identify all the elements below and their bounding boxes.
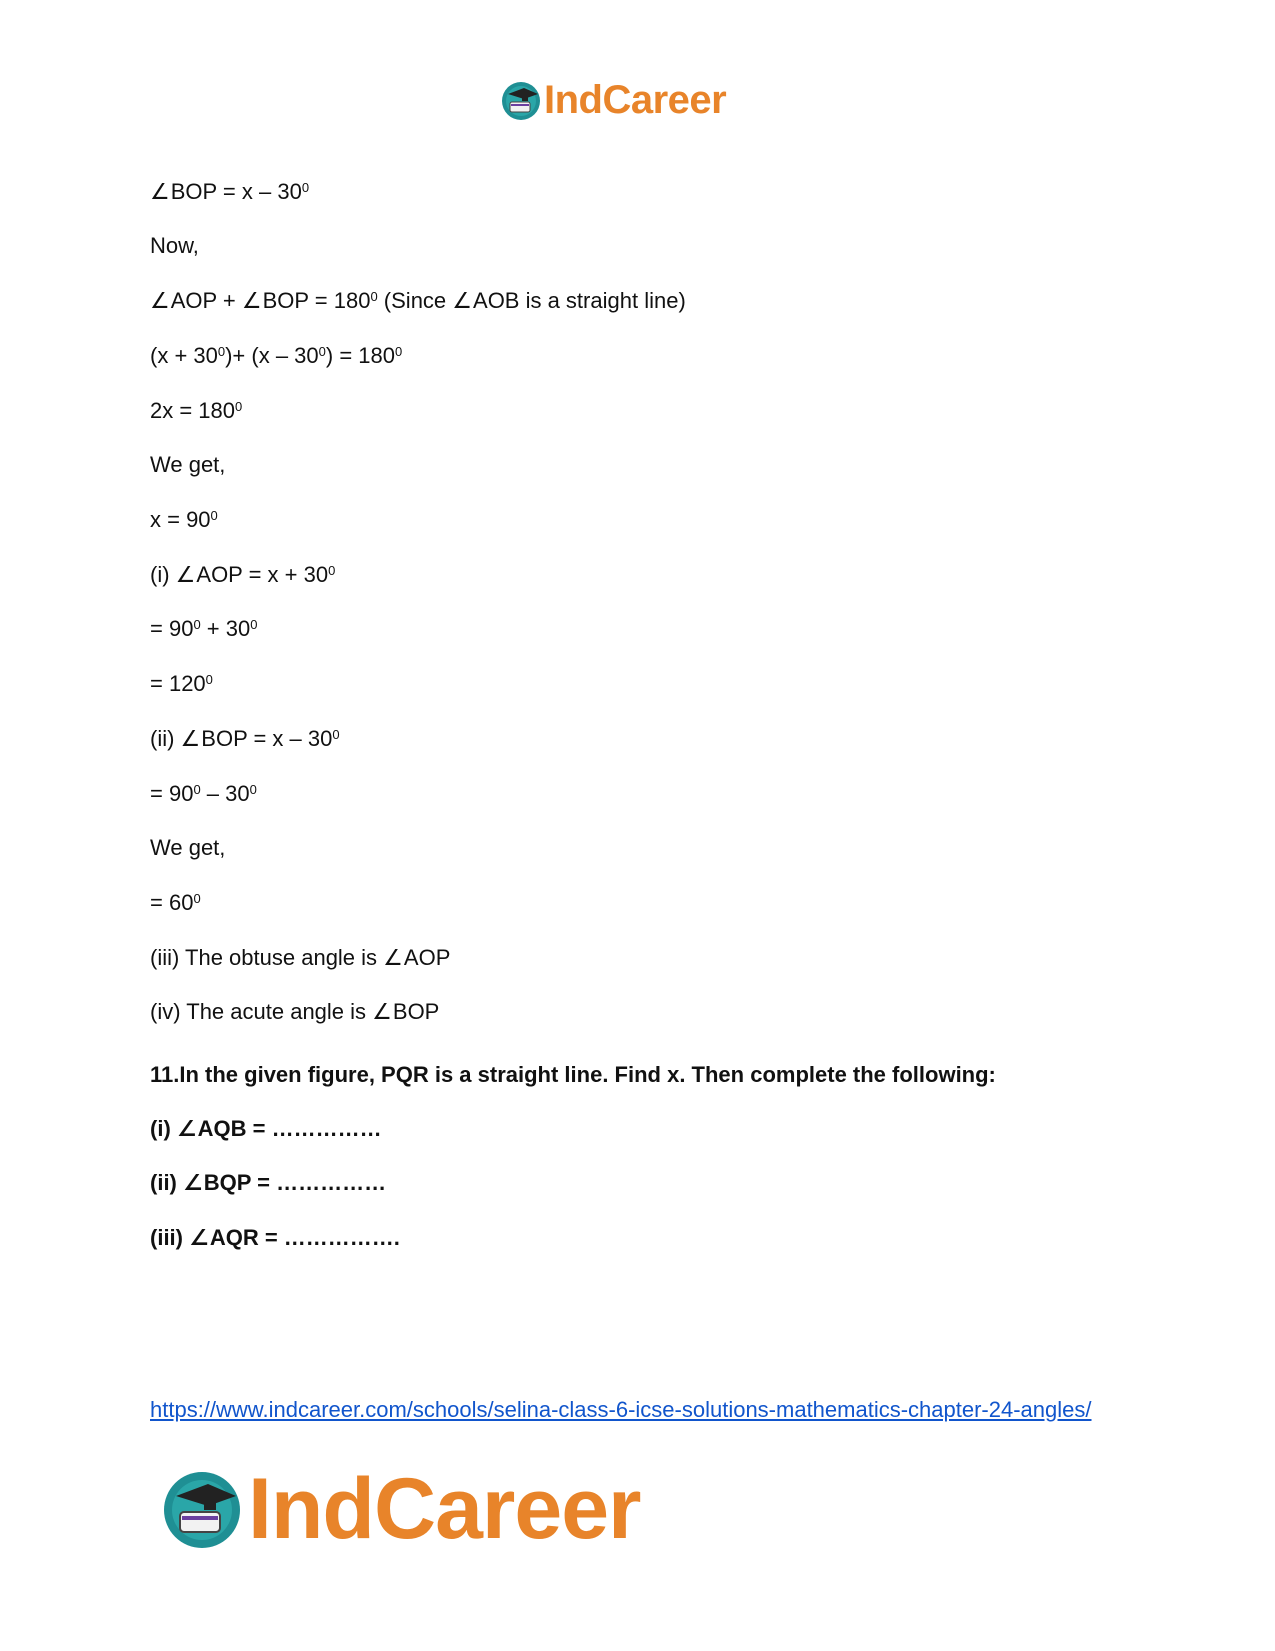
solution-line	[150, 561, 335, 589]
text-run: – 30	[200, 781, 250, 806]
question-item-label: AQR = …………….	[209, 1225, 400, 1250]
text-run: x = 90	[150, 507, 211, 532]
text-run: ) = 180	[325, 343, 395, 368]
solution-line: We get,	[150, 452, 226, 477]
question-item-label: BQP = ……………	[203, 1170, 387, 1195]
text-run: (ii)	[150, 726, 181, 751]
degree-superscript: 0	[193, 782, 201, 797]
graduation-cap-book-icon	[160, 1468, 244, 1552]
logo-wordmark: IndCareer	[248, 1461, 641, 1557]
angle-symbol: ∠	[150, 288, 170, 313]
angle-symbol: ∠	[183, 1170, 203, 1195]
angle-symbol: ∠	[452, 288, 473, 313]
text-run: )+ (x – 30	[225, 343, 319, 368]
solution-line	[150, 287, 686, 315]
question-item-prefix: (i)	[150, 1116, 177, 1141]
text-run: = 60	[150, 890, 194, 915]
text-run: AOP	[403, 945, 451, 970]
solution-line	[150, 670, 213, 698]
solution-line	[150, 889, 201, 917]
question-title: 11.In the given figure, PQR is a straight line. Find x. Then complete the following:	[150, 1062, 996, 1087]
text-run: (iii) The obtuse angle is	[150, 945, 384, 970]
text-run: AOP +	[170, 288, 242, 313]
degree-superscript: 0	[217, 344, 226, 359]
degree-superscript: 0	[301, 180, 310, 195]
angle-symbol: ∠	[383, 945, 403, 970]
text-run: = 90	[150, 616, 194, 641]
solution-line: We get,	[150, 835, 226, 860]
degree-superscript: 0	[205, 672, 213, 687]
angle-symbol: ∠	[372, 999, 392, 1024]
degree-superscript: 0	[249, 782, 257, 797]
graduation-cap-book-icon	[500, 80, 542, 122]
degree-superscript: 0	[193, 891, 201, 906]
question-item-prefix: (iii)	[150, 1225, 190, 1250]
solution-line	[150, 725, 340, 753]
text-run: BOP = 180	[262, 288, 371, 313]
text-run: (Since	[377, 288, 453, 313]
text-run: = 120	[150, 671, 206, 696]
degree-superscript: 0	[370, 289, 378, 304]
solution-line	[150, 998, 439, 1026]
text-run: BOP = x – 30	[201, 726, 333, 751]
angle-symbol: ∠	[189, 1225, 209, 1250]
solution-line	[150, 615, 257, 643]
text-run: (x + 30	[150, 343, 218, 368]
degree-superscript: 0	[318, 344, 326, 359]
angle-symbol: ∠	[175, 562, 196, 587]
text-run: BOP	[392, 999, 440, 1024]
solution-line: Now,	[150, 233, 199, 258]
solution-line	[150, 397, 242, 425]
source-link[interactable]: https://www.indcareer.com/schools/selina-class-6-icse-solutions-mathematics-chapter-24-angles/	[150, 1397, 1092, 1422]
angle-symbol: ∠	[241, 288, 262, 313]
text-run: AOB is a straight line)	[473, 288, 686, 313]
question-item	[150, 1224, 400, 1252]
solution-line	[150, 780, 257, 808]
solution-line	[150, 178, 309, 206]
text-run: = 90	[150, 781, 194, 806]
degree-superscript: 0	[235, 399, 243, 414]
solution-line	[150, 506, 218, 534]
degree-superscript: 0	[332, 727, 340, 742]
text-run: BOP = x – 30	[170, 179, 302, 204]
angle-symbol: ∠	[176, 1116, 197, 1141]
logo-wordmark: IndCareer	[544, 78, 727, 122]
question-item-prefix: (ii)	[150, 1170, 183, 1195]
question-item	[150, 1169, 386, 1197]
degree-superscript: 0	[395, 344, 403, 359]
angle-symbol: ∠	[150, 179, 170, 204]
text-run: (i)	[150, 562, 176, 587]
solution-line	[150, 342, 402, 370]
degree-superscript: 0	[328, 563, 336, 578]
text-run: (iv) The acute angle is	[150, 999, 373, 1024]
question-item	[150, 1115, 382, 1143]
solution-line	[150, 944, 450, 972]
degree-superscript: 0	[250, 617, 258, 632]
degree-superscript: 0	[210, 508, 218, 523]
question-item-label: AQB = ……………	[197, 1116, 382, 1141]
text-run: 2x = 180	[150, 398, 236, 423]
text-run: AOP = x + 30	[196, 562, 329, 587]
indcareer-logo-bottom	[160, 1460, 641, 1559]
angle-symbol: ∠	[180, 726, 201, 751]
degree-superscript: 0	[193, 617, 201, 632]
indcareer-logo-top	[500, 78, 726, 123]
text-run: + 30	[200, 616, 251, 641]
